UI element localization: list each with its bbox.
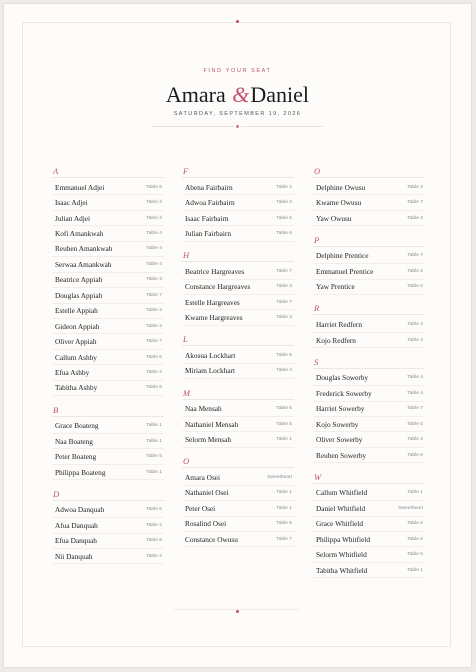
guest-row — [52, 465, 164, 480]
guest-row — [182, 470, 294, 485]
guest-name: Beatrice Appiah — [55, 275, 103, 285]
group-letter: L — [182, 334, 294, 346]
table-assignment: Table 2 — [146, 522, 162, 528]
guest-name: Yaw Owusu — [316, 213, 352, 223]
guest-name: Miriam Lockhart — [185, 366, 236, 376]
table-assignment: Table 1 — [146, 438, 162, 444]
table-assignment: Table 6 — [276, 215, 292, 221]
letter-group — [313, 303, 425, 348]
guest-name: Frederick Sowerby — [316, 388, 372, 398]
guest-row — [313, 563, 425, 578]
table-assignment: Table 6 — [146, 507, 162, 513]
guest-name: Kofi Amankwah — [55, 229, 104, 239]
guest-row — [182, 432, 294, 447]
guest-row — [52, 534, 164, 549]
guest-name: Kwame Owusu — [316, 198, 362, 208]
table-assignment: Table 3 — [276, 315, 292, 321]
table-assignment: Table 3 — [146, 323, 162, 329]
guest-name: Julian Adjei — [55, 213, 91, 223]
guest-row — [52, 304, 164, 319]
guest-row — [52, 226, 164, 241]
guest-row — [313, 371, 425, 386]
group-letter: O — [182, 456, 294, 468]
guest-name: Harriet Sowerby — [316, 404, 365, 414]
guest-name: Constance Hargreaves — [185, 282, 251, 292]
guest-name: Tabitha Whitfield — [316, 565, 368, 575]
header-ornament-dot — [236, 125, 239, 128]
guest-name: Tabitha Ashby — [55, 383, 98, 393]
header-rule-right — [241, 126, 323, 127]
partner-one-name: Amara — [165, 82, 226, 107]
guest-row — [52, 319, 164, 334]
letter-group — [313, 357, 425, 464]
table-assignment: Table 2 — [146, 200, 162, 206]
guest-row — [313, 333, 425, 348]
guest-name: Isaac Fairbairn — [185, 213, 229, 223]
guest-name: Naa Boateng — [55, 436, 93, 446]
guest-row — [313, 547, 425, 562]
guest-row — [52, 365, 164, 380]
table-assignment: Table 5 — [276, 406, 292, 412]
table-assignment: Table 5 — [146, 454, 162, 460]
guest-row — [52, 211, 164, 226]
bottom-ornament-dot — [236, 610, 239, 613]
guest-row — [182, 195, 294, 210]
table-assignment: Table 7 — [407, 406, 423, 412]
table-assignment: Table 2 — [276, 184, 292, 190]
group-letter: H — [182, 250, 294, 262]
guest-row — [52, 503, 164, 518]
guest-name: Nathaniel Osei — [185, 488, 229, 498]
table-assignment: Table 3 — [146, 308, 162, 314]
table-assignment: Table 7 — [276, 268, 292, 274]
group-letter: P — [313, 235, 425, 247]
table-assignment: Table 4 — [407, 375, 423, 381]
letter-group — [313, 166, 425, 226]
guest-column-3 — [313, 166, 425, 587]
table-assignment: Table 4 — [276, 368, 292, 374]
guest-name: Kwame Hargreaves — [185, 313, 243, 323]
table-assignment: Table 5 — [276, 353, 292, 358]
guest-row — [52, 434, 164, 449]
table-assignment: Table 6 — [146, 538, 162, 544]
guest-name: Kojo Redfern — [316, 335, 356, 345]
guest-name: Adwoa Fairbairn — [185, 198, 235, 208]
guest-name: Reuben Amankwah — [55, 244, 113, 254]
partner-two-name: Daniel — [250, 82, 310, 107]
letter-group — [182, 166, 294, 242]
table-assignment: Table 7 — [276, 299, 292, 305]
guest-row — [182, 180, 294, 195]
guest-name: Peter Boateng — [55, 452, 97, 462]
table-assignment: Table 5 — [407, 552, 423, 558]
guest-name: Daniel Whitfield — [316, 503, 366, 513]
guest-name: Philippa Boateng — [55, 467, 106, 477]
guest-name: Akosua Lockhart — [185, 351, 236, 360]
guest-row — [182, 348, 294, 363]
guest-name: Adwoa Danquah — [55, 505, 105, 515]
table-assignment: Table 1 — [276, 490, 292, 496]
guest-name: Selorm Mensah — [185, 435, 232, 445]
group-letter: W — [313, 472, 425, 484]
table-assignment: Table 1 — [407, 490, 423, 496]
table-assignment: Table 4 — [146, 261, 162, 267]
guest-row — [313, 195, 425, 210]
guest-name: Yaw Prentice — [316, 282, 355, 292]
table-assignment: Table 6 — [146, 354, 162, 360]
letter-group — [182, 456, 294, 547]
guest-row — [52, 449, 164, 464]
letter-group — [182, 334, 294, 379]
table-assignment: Table 2 — [146, 369, 162, 375]
guest-row — [52, 273, 164, 288]
guest-row — [52, 334, 164, 349]
table-assignment: Table 4 — [407, 390, 423, 396]
guest-name: Julian Fairbairn — [185, 229, 232, 239]
table-assignment: Table 4 — [407, 337, 423, 343]
table-assignment: Table 2 — [146, 215, 162, 221]
guest-name: Kojo Sowerby — [316, 419, 359, 429]
guest-name: Nii Danquah — [55, 551, 93, 561]
guest-row — [313, 402, 425, 417]
letter-group — [182, 250, 294, 326]
guest-row — [313, 386, 425, 401]
wedding-date: SATURDAY, SEPTEMBER 19, 2026 — [173, 111, 302, 117]
group-letter: R — [313, 303, 425, 315]
guest-name: Harriet Redfern — [316, 320, 362, 330]
table-assignment: Table 2 — [276, 200, 292, 206]
table-assignment: Table 2 — [407, 268, 423, 274]
guest-row — [182, 517, 294, 532]
table-assignment: Table 5 — [407, 536, 423, 542]
guest-row — [313, 211, 425, 226]
guest-row — [52, 549, 164, 564]
table-assignment: Table 5 — [276, 421, 292, 427]
guest-row — [52, 518, 164, 533]
guest-row — [182, 310, 294, 325]
guest-row — [182, 211, 294, 226]
couple-title — [4, 82, 471, 108]
table-assignment: Table 1 — [276, 505, 292, 511]
table-assignment: Table 7 — [276, 536, 292, 542]
group-letter: B — [52, 405, 164, 417]
guest-row — [182, 486, 294, 501]
guest-row — [182, 226, 294, 241]
letter-group — [52, 489, 164, 565]
guest-name: Peter Osei — [185, 503, 216, 513]
guest-name: Callum Ashby — [55, 352, 97, 362]
table-assignment: Sweetheart — [267, 474, 292, 480]
group-letter: F — [182, 166, 294, 178]
guest-column-1 — [52, 166, 164, 573]
guest-name: Emmanuel Adjei — [55, 182, 105, 192]
guest-name: Oliver Sowerby — [316, 435, 363, 445]
guest-row — [52, 381, 164, 396]
group-letter: D — [52, 489, 164, 501]
guest-name: Delphine Owusu — [316, 182, 366, 192]
guest-name: Isaac Adjei — [55, 198, 88, 208]
guest-row — [52, 419, 164, 434]
guest-row — [182, 417, 294, 432]
header-rule-left — [152, 126, 234, 127]
table-assignment: Table 1 — [276, 437, 292, 443]
table-assignment: Table 6 — [276, 231, 292, 237]
guest-row — [313, 532, 425, 547]
guest-name: Naa Mensah — [185, 404, 222, 414]
guest-row — [313, 317, 425, 332]
guest-row — [182, 364, 294, 379]
letter-group — [313, 472, 425, 579]
guest-name: Efua Ashby — [55, 367, 90, 377]
table-assignment: Table 7 — [146, 339, 162, 345]
table-assignment: Table 3 — [146, 277, 162, 283]
guest-name: Estelle Hargreaves — [185, 297, 240, 307]
table-assignment: Table 4 — [407, 322, 423, 328]
table-assignment: Table 1 — [146, 423, 162, 429]
guest-name: Emmanuel Prentice — [316, 266, 374, 276]
group-letter: S — [313, 357, 425, 369]
guest-name: Selorm Whitfield — [316, 550, 367, 560]
guest-name: Estelle Appiah — [55, 306, 98, 316]
guest-row — [52, 195, 164, 210]
guest-name: Constance Owusu — [185, 534, 238, 544]
guest-row — [313, 264, 425, 279]
eyebrow-heading: FIND YOUR SEAT — [203, 68, 272, 74]
guest-row — [52, 180, 164, 195]
table-assignment: Table 2 — [146, 553, 162, 559]
table-assignment: Table 6 — [146, 184, 162, 190]
guest-row — [313, 180, 425, 195]
guest-row — [52, 350, 164, 365]
guest-row — [313, 517, 425, 532]
guest-name: Callum Whitfield — [316, 488, 368, 498]
top-ornament-dot — [236, 20, 239, 23]
guest-name: Grace Whitfield — [316, 519, 364, 529]
table-assignment: Table 3 — [407, 437, 423, 443]
guest-row — [182, 402, 294, 417]
table-assignment: Table 5 — [407, 521, 423, 527]
guest-row — [313, 280, 425, 295]
group-letter: O — [313, 166, 425, 178]
table-assignment: Table 6 — [407, 284, 423, 290]
guest-row — [52, 288, 164, 303]
guest-row — [313, 448, 425, 463]
letter-group — [52, 405, 164, 481]
guest-name: Amara Osei — [185, 472, 221, 482]
guest-name: Nathaniel Mensah — [185, 419, 239, 429]
table-assignment: Table 4 — [146, 246, 162, 252]
guest-name: Oliver Appiah — [55, 337, 97, 347]
table-assignment: Table 7 — [146, 292, 162, 298]
guest-row — [182, 501, 294, 516]
guest-name: Afua Danquah — [55, 520, 98, 530]
table-assignment: Table 6 — [146, 385, 162, 391]
guest-row — [313, 486, 425, 501]
guest-row — [313, 501, 425, 516]
guest-row — [313, 417, 425, 432]
guest-name: Abena Fairbairn — [185, 182, 233, 192]
letter-group — [313, 235, 425, 295]
seating-chart-page — [4, 4, 471, 667]
guest-column-2 — [182, 166, 294, 556]
table-assignment: Table 6 — [407, 421, 423, 427]
guest-row — [313, 432, 425, 447]
table-assignment: Table 7 — [407, 253, 423, 259]
guest-name: Serwaa Amankwah — [55, 259, 112, 269]
table-assignment: Table 7 — [407, 200, 423, 206]
table-assignment: Table 1 — [146, 469, 162, 475]
guest-name: Grace Boateng — [55, 421, 99, 431]
table-assignment: Table 3 — [407, 184, 423, 190]
group-letter: M — [182, 388, 294, 400]
guest-row — [182, 280, 294, 295]
guest-name: Philippa Whitfield — [316, 534, 370, 544]
table-assignment: Table 6 — [407, 452, 423, 458]
table-assignment: Table 4 — [146, 231, 162, 237]
table-assignment: Sweetheart — [398, 505, 423, 511]
guest-row — [182, 295, 294, 310]
ampersand: & — [232, 82, 250, 107]
guest-name: Gideon Appiah — [55, 321, 100, 331]
guest-row — [52, 242, 164, 257]
guest-name: Delphine Prentice — [316, 251, 369, 261]
guest-name: Rosalind Osei — [185, 519, 227, 529]
guest-row — [313, 249, 425, 264]
letter-group — [52, 166, 164, 396]
table-assignment: Table 3 — [276, 284, 292, 290]
letter-group — [182, 388, 294, 448]
table-assignment: Table 5 — [276, 521, 292, 527]
guest-name: Douglas Appiah — [55, 290, 103, 300]
guest-name: Efua Danquah — [55, 536, 97, 546]
guest-name: Beatrice Hargreaves — [185, 266, 245, 276]
guest-name: Douglas Sowerby — [316, 373, 369, 383]
table-assignment: Table 1 — [407, 567, 423, 573]
guest-row — [182, 532, 294, 547]
guest-row — [182, 264, 294, 279]
group-letter: A — [52, 166, 164, 178]
guest-name: Reuben Sowerby — [316, 450, 367, 460]
guest-row — [52, 257, 164, 272]
table-assignment: Table 3 — [407, 215, 423, 221]
